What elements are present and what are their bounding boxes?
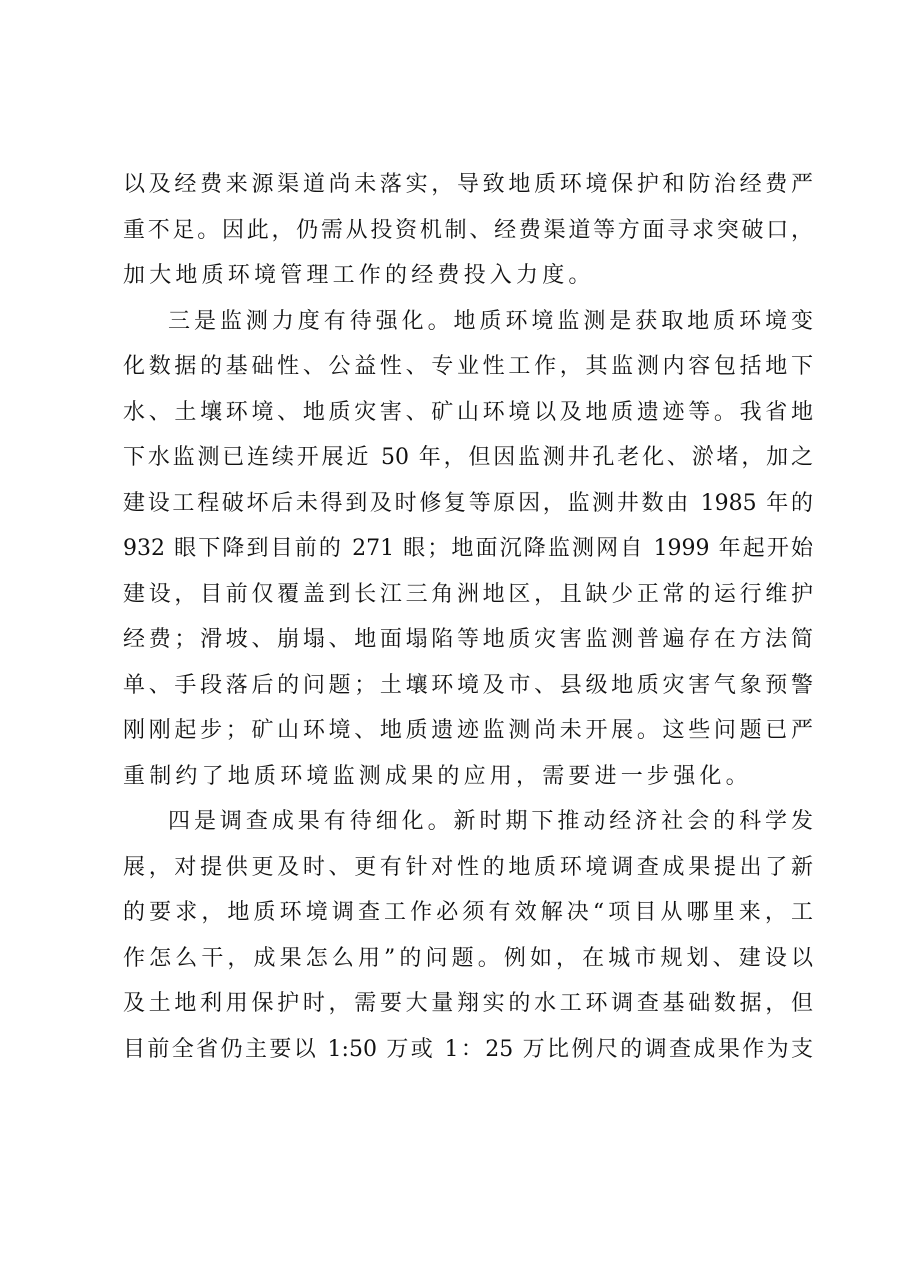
paragraph-2-line-5: 建设工程破坏后未得到及时修复等原因，监测井数由 1985 年的: [123, 490, 813, 516]
document-body: [123, 162, 813, 1072]
paragraph-3-line-6: 目前全省仍主要以 1:50 万或 1：25 万比例尺的调查成果作为支: [123, 1036, 813, 1062]
paragraph-2-line-10: 刚刚起步；矿山环境、地质遗迹监测尚未开展。这些问题已严: [123, 718, 813, 743]
paragraph-2-line-9: 单、手段落后的问题；土壤环境及市、县级地质灾害气象预警: [123, 672, 813, 698]
paragraph-2-line-11: 重制约了地质环境监测成果的应用，需要进一步强化。: [123, 763, 752, 789]
paragraph-3-line-3: 的要求，地质环境调查工作必须有效解决“项目从哪里来，工: [123, 900, 813, 925]
paragraph-2-line-8: 经费；滑坡、崩塌、地面塌陷等地质灾害监测普遍存在方法简: [123, 627, 813, 652]
paragraph-2-line-4: 下水监测已连续开展近 50 年，但因监测井孔老化、淤堵，加之: [123, 445, 813, 470]
paragraph-2-line-6: 932 眼下降到目前的 271 眼；地面沉降监测网自 1999 年起开始: [123, 536, 813, 561]
paragraph-1-line-1: 以及经费来源渠道尚未落实，导致地质环境保护和防治经费严: [123, 172, 813, 197]
paragraph-3-line-1: 四是调查成果有待细化。新时期下推动经济社会的科学发: [168, 809, 813, 834]
paragraph-2-line-3: 水、土壤环境、地质灾害、矿山环境以及地质遗迹等。我省地: [123, 399, 813, 425]
paragraph-2-line-2: 化数据的基础性、公益性、专业性工作，其监测内容包括地下: [123, 354, 813, 379]
paragraph-1-line-3: 加大地质环境管理工作的经费投入力度。: [123, 263, 595, 288]
paragraph-1-line-2: 重不足。因此，仍需从投资机制、经费渠道等方面寻求突破口，: [123, 217, 813, 243]
paragraph-3-line-2: 展，对提供更及时、更有针对性的地质环境调查成果提出了新: [123, 854, 813, 880]
paragraph-3-line-5: 及土地利用保护时，需要大量翔实的水工环调查基础数据，但: [123, 991, 813, 1016]
paragraph-2-line-7: 建设，目前仅覆盖到长江三角洲地区，且缺少正常的运行维护: [123, 581, 813, 607]
paragraph-2-line-1: 三是监测力度有待强化。地质环境监测是获取地质环境变: [168, 308, 813, 334]
paragraph-3-line-4: 作怎么干，成果怎么用”的问题。例如，在城市规划、建设以: [123, 945, 813, 971]
